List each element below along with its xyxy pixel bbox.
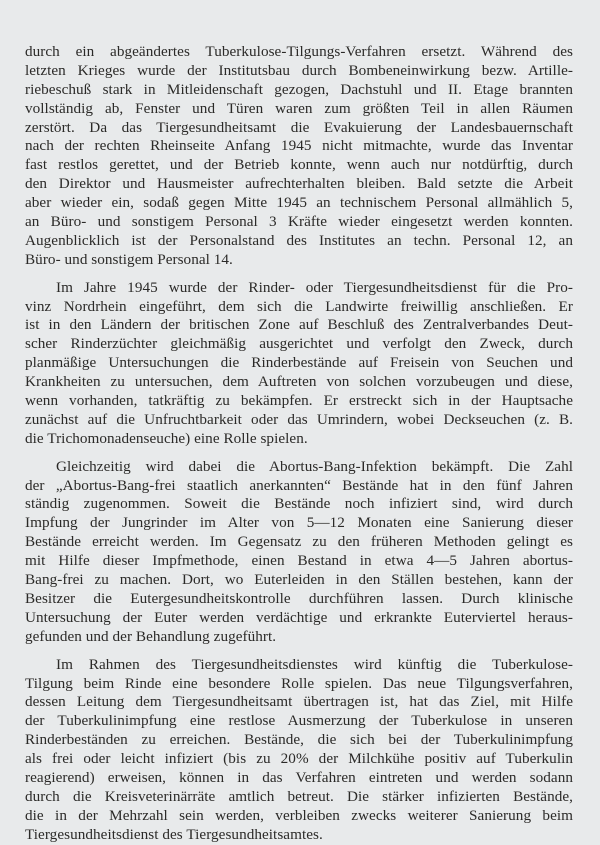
- text-line: Tilgung beim Rinde eine besondere Rolle spielen. Das neue Tilgungsverfahren,: [25, 674, 573, 692]
- text-line: dessen Leitung dem Tiergesundheitsamt übertragen ist, hat das Ziel, mit Hilfe: [25, 693, 573, 711]
- text-line: letzten Krieges wurde der Institutsbau durch Bombeneinwirkung bezw. Artille-: [25, 61, 573, 79]
- text-line: reagierend) erweisen, können in das Verfahren eintreten und werden sodann: [25, 768, 573, 786]
- text-line: Augenblicklich ist der Personalstand des Institutes an techn. Personal 12, an: [25, 231, 573, 249]
- text-line: vollständig ab, Fenster und Türen waren zum größten Teil in allen Räumen: [25, 99, 573, 117]
- text-line: Rinderbeständen zu erreichen. Bestände, die sich bei der Tuberkulinimpfung: [25, 731, 573, 749]
- text-line: nach der rechten Rheinseite Anfang 1945 nicht mitmachte, wurde das Inventar: [25, 137, 573, 155]
- text-line: durch die Kreisveterinärräte amtlich betreut. Die stärker infizierten Bestände,: [25, 787, 573, 805]
- text-line: Im Jahre 1945 wurde der Rinder- oder Tiergesundheitsdienst für die Pro-: [56, 278, 573, 296]
- text-line: fast restlos gerettet, und der Betrieb konnte, wenn auch nur notdürftig, durch: [25, 156, 573, 174]
- text-line: scher Rinderzüchter gleichmäßig ausgerichtet und verfolgt den Zweck, durch: [25, 335, 573, 353]
- text-line: zerstört. Da das Tiergesundheitsamt die Evakuierung der Landesbauernschaft: [25, 118, 573, 136]
- text-line: Impfung der Jungrinder im Alter von 5—12 Monaten eine Sanierung dieser: [25, 514, 573, 532]
- text-line: aber wieder ein, sodaß gegen Mitte 1945 an technischem Personal allmählich 5,: [25, 194, 573, 212]
- text-line: die in der Mehrzahl sein werden, verbleiben zwecks weiterer Sanierung beim: [25, 806, 573, 824]
- text-line: durch ein abgeändertes Tuberkulose-Tilgungs-Verfahren ersetzt. Während des: [25, 43, 573, 60]
- text-line: Besitzer die Eutergesundheitskontrolle durchführen lassen. Durch klinische: [25, 589, 573, 607]
- text-line: Im Rahmen des Tiergesundheitsdienstes wird künftig die Tuberkulose-: [56, 655, 573, 673]
- text-line: ist in den Ländern der britischen Zone auf Beschluß des Zentralverbandes Deut-: [25, 316, 573, 334]
- paragraph-reconstruction: [25, 43, 573, 270]
- text-line: riebeschuß stark in Mitleidenschaft gezogen, Dachstuhl und II. Etage brannten: [25, 80, 573, 98]
- text-line: Bang-frei zu machen. Dort, wo Euterleiden in den Ställen bestehen, kann der: [25, 571, 573, 589]
- text-line: gefunden und der Behandlung zugeführt.: [25, 627, 277, 645]
- text-line: planmäßige Untersuchungen die Rinderbestände auf Freisein von Seuchen und: [25, 354, 573, 372]
- text-line: ständig zugenommen. Soweit die Bestände noch infiziert sind, wird durch: [25, 495, 573, 513]
- paragraph-abortus-bang: [25, 458, 573, 647]
- text-line: Gleichzeitig wird dabei die Abortus-Bang-Infektion bekämpft. Die Zahl: [56, 457, 573, 475]
- text-line: der „Abortus-Bang-frei staatlich anerkannten“ Bestände hat in den fünf Jahren: [25, 476, 573, 494]
- paragraph-tiergesundheitsdienst: [25, 279, 573, 449]
- paragraph-tuberkulose-tilgung: [25, 656, 573, 845]
- text-line: Krankheiten zu untersuchen, dem Auftreten von solchen vorzubeugen und diese,: [25, 373, 573, 391]
- text-line: wenn vorhanden, tatkräftig zu bekämpfen. Er erstreckt sich in der Hauptsache: [25, 392, 573, 410]
- text-line: Tiergesundheitsdienst des Tiergesundheitsamtes.: [25, 825, 323, 843]
- text-line: die Trichomonadenseuche) eine Rolle spielen.: [25, 429, 308, 447]
- text-line: an Büro- und sonstigem Personal 3 Kräfte wieder eingesetzt werden konnten.: [25, 213, 573, 231]
- text-line: vinz Nordrhein eingeführt, dem sich die Landwirte freiwillig anschließen. Er: [25, 297, 573, 315]
- text-line: den Direktor und Hausmeister aufrechterhalten bleiben. Bald setzte die Arbeit: [25, 175, 573, 193]
- text-line: Büro- und sonstigem Personal 14.: [25, 250, 233, 268]
- text-line: als frei oder leicht infiziert (bis zu 20% der Milchkühe positiv auf Tuberkulin: [25, 750, 573, 768]
- text-line: Bestände erreicht werden. Im Gegensatz zu den früheren Methoden gelingt es: [25, 533, 573, 551]
- text-line: Untersuchung der Euter werden verdächtige und erkrankte Euterviertel heraus-: [25, 608, 573, 626]
- text-line: mit Hilfe dieser Impfmethode, einen Bestand in etwa 4—5 Jahren abortus-: [25, 552, 573, 570]
- text-line: zunächst auf die Unfruchtbarkeit oder das Umrindern, wobei Deckseuchen (z. B.: [25, 410, 573, 428]
- text-line: der Tuberkulinimpfung eine restlose Ausmerzung der Tuberkulose in unseren: [25, 712, 573, 730]
